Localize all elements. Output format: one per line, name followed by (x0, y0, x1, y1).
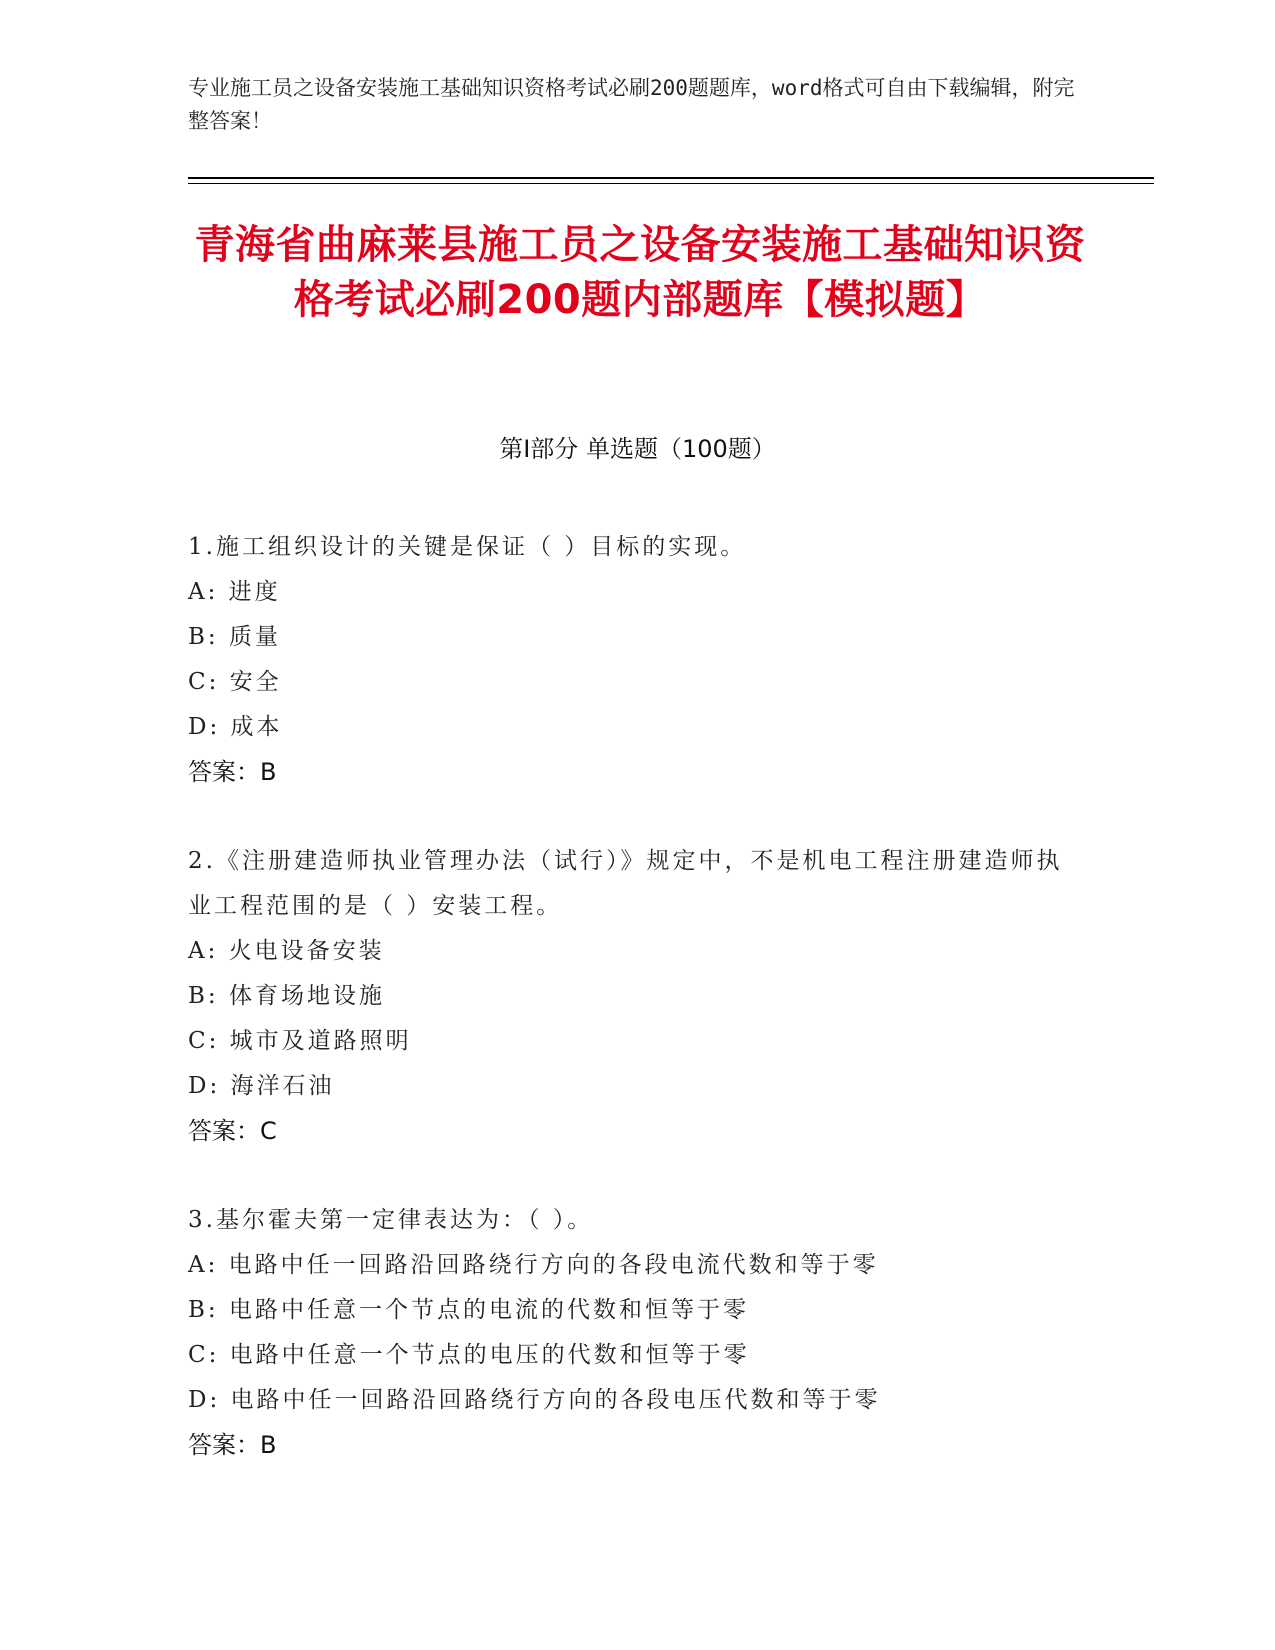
header-divider-thin (188, 183, 1154, 184)
option-c: C: 电路中任意一个节点的电压的代数和恒等于零 (188, 1342, 750, 1368)
option-b: B: 体育场地设施 (188, 983, 385, 1009)
question-1 (188, 525, 1088, 795)
option-c: C: 城市及道路照明 (188, 1028, 412, 1054)
question-3 (188, 1198, 1088, 1468)
document-title: 青海省曲麻莱县施工员之设备安装施工基础知识资格考试必刷200题内部题库【模拟题】 (194, 222, 1086, 323)
question-list (188, 525, 1088, 1512)
question-stem: 1.施工组织设计的关键是保证（ ）目标的实现。 (188, 534, 747, 560)
option-c: C: 安全 (188, 669, 282, 695)
option-b: B: 质量 (188, 624, 281, 650)
option-a: A: 进度 (188, 579, 281, 605)
question-stem: 3.基尔霍夫第一定律表达为：（ ）。 (188, 1207, 594, 1233)
section-heading: 第I部分 单选题（100题） (499, 435, 776, 463)
option-d: D: 成本 (188, 714, 283, 740)
question-2 (188, 839, 1088, 1154)
answer: 答案：B (188, 1431, 277, 1459)
header-note: 专业施工员之设备安装施工基础知识资格考试必刷200题题库，word格式可自由下载编辑，附完整答案！ (188, 76, 1075, 133)
answer: 答案：C (188, 1117, 277, 1145)
option-a: A: 火电设备安装 (188, 938, 385, 964)
option-d: D: 海洋石油 (188, 1073, 335, 1099)
header-divider-thick (188, 177, 1154, 179)
option-b: B: 电路中任意一个节点的电流的代数和恒等于零 (188, 1297, 749, 1323)
option-a: A: 电路中任一回路沿回路绕行方向的各段电流代数和等于零 (188, 1252, 879, 1278)
question-stem: 2.《注册建造师执业管理办法（试行）》规定中，不是机电工程注册建造师执业工程范围的是（ ）安装工程。 (188, 848, 1063, 919)
option-d: D: 电路中任一回路沿回路绕行方向的各段电压代数和等于零 (188, 1387, 881, 1413)
answer: 答案：B (188, 758, 277, 786)
